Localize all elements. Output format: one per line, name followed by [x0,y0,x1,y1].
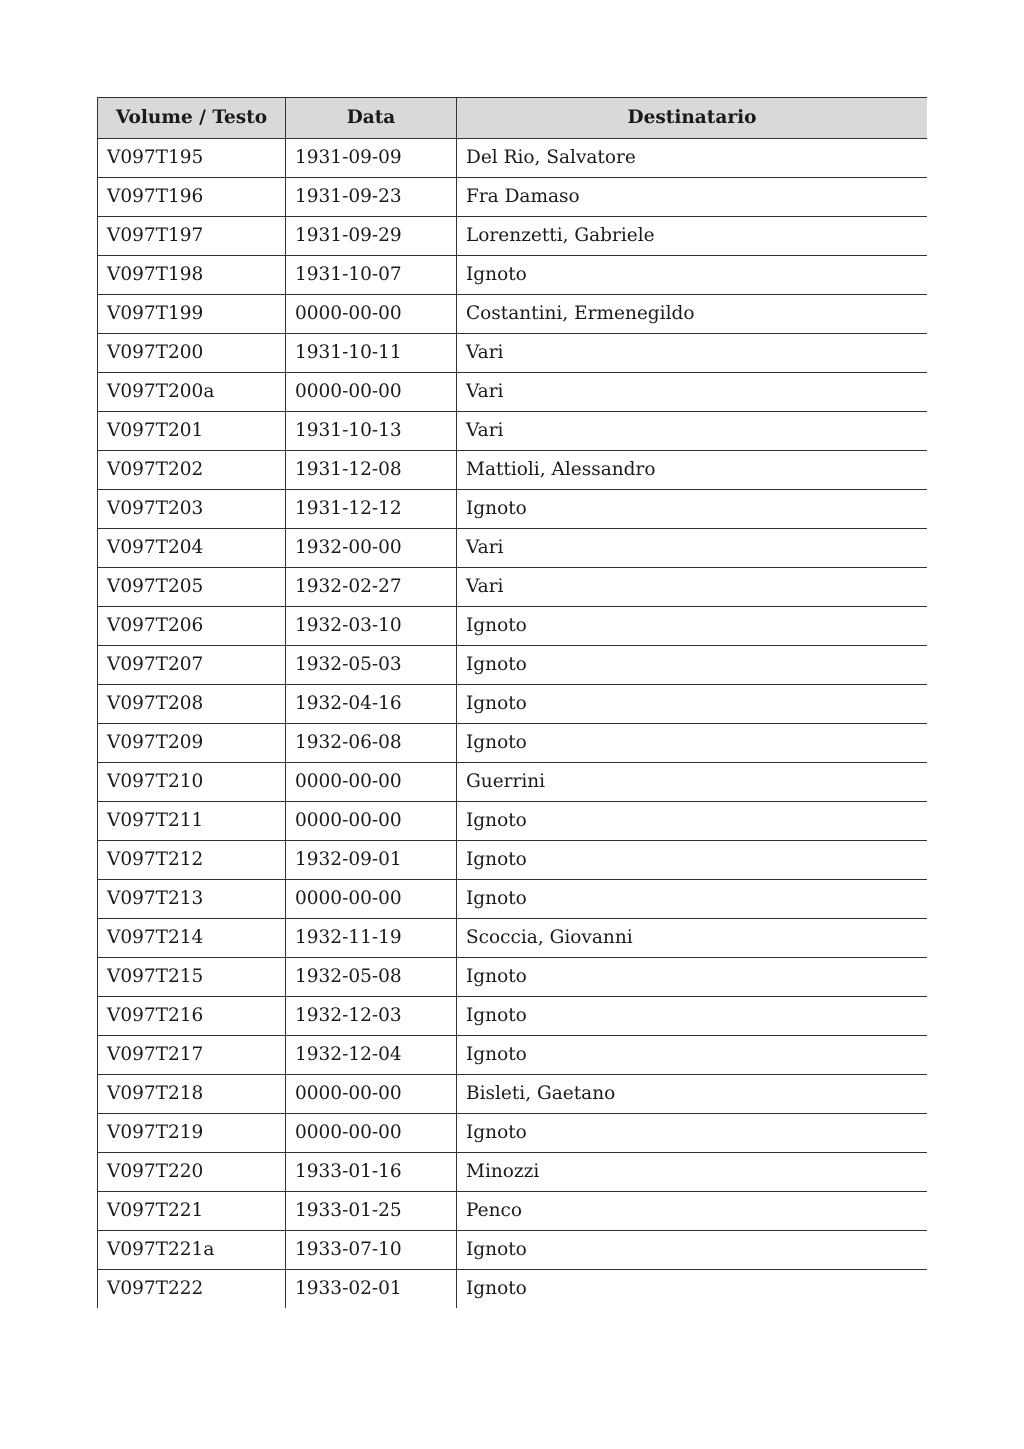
table-row [98,568,928,607]
cell-volume-testo: V097T215 [98,958,286,997]
table-row [98,646,928,685]
cell-data: 0000-00-00 [286,802,457,841]
cell-volume-testo: V097T206 [98,607,286,646]
cell-volume-testo: V097T208 [98,685,286,724]
cell-destinatario: Penco [457,1192,928,1231]
cell-data: 0000-00-00 [286,1114,457,1153]
cell-destinatario: Ignoto [457,1231,928,1270]
table-row [98,256,928,295]
cell-volume-testo: V097T216 [98,997,286,1036]
cell-volume-testo: V097T221a [98,1231,286,1270]
cell-destinatario: Vari [457,568,928,607]
cell-destinatario: Ignoto [457,802,928,841]
cell-data: 1932-12-03 [286,997,457,1036]
table-row [98,958,928,997]
cell-destinatario: Mattioli, Alessandro [457,451,928,490]
cell-data: 1932-04-16 [286,685,457,724]
cell-data: 0000-00-00 [286,373,457,412]
header-data: Data [286,98,457,139]
cell-data: 1932-03-10 [286,607,457,646]
cell-volume-testo: V097T207 [98,646,286,685]
cell-volume-testo: V097T204 [98,529,286,568]
table-row [98,880,928,919]
letters-table-container [97,97,927,1312]
table-row [98,139,928,178]
table-header [98,98,928,139]
table-row [98,802,928,841]
table-row [98,490,928,529]
cell-volume-testo: V097T221 [98,1192,286,1231]
table-row [98,529,928,568]
cell-data: 1931-09-23 [286,178,457,217]
cell-data: 1932-02-27 [286,568,457,607]
cell-data: 1932-00-00 [286,529,457,568]
cell-destinatario: Ignoto [457,256,928,295]
cell-data: 1932-12-04 [286,1036,457,1075]
table-row [98,763,928,802]
cell-data: 1933-07-10 [286,1231,457,1270]
cell-destinatario: Ignoto [457,841,928,880]
table-row [98,724,928,763]
table-row [98,607,928,646]
cell-volume-testo: V097T219 [98,1114,286,1153]
cell-destinatario: Fra Damaso [457,178,928,217]
header-volume-testo: Volume / Testo [98,98,286,139]
cell-destinatario: Ignoto [457,958,928,997]
cell-volume-testo: V097T196 [98,178,286,217]
letters-table [97,97,927,1308]
cell-destinatario: Ignoto [457,1114,928,1153]
table-row [98,1270,928,1309]
cell-volume-testo: V097T201 [98,412,286,451]
cell-data: 1932-05-03 [286,646,457,685]
cell-destinatario: Guerrini [457,763,928,802]
cell-data: 1931-10-07 [286,256,457,295]
cell-data: 0000-00-00 [286,763,457,802]
table-row [98,412,928,451]
table-row [98,451,928,490]
cell-volume-testo: V097T220 [98,1153,286,1192]
table-row [98,1036,928,1075]
cell-data: 0000-00-00 [286,880,457,919]
table-row [98,373,928,412]
cell-destinatario: Ignoto [457,997,928,1036]
cell-destinatario: Ignoto [457,646,928,685]
table-row [98,334,928,373]
cell-destinatario: Ignoto [457,724,928,763]
cell-volume-testo: V097T209 [98,724,286,763]
cell-volume-testo: V097T200 [98,334,286,373]
cell-destinatario: Ignoto [457,490,928,529]
cell-data: 1932-05-08 [286,958,457,997]
cell-destinatario: Vari [457,373,928,412]
cell-volume-testo: V097T199 [98,295,286,334]
table-row [98,217,928,256]
cell-data: 1931-12-08 [286,451,457,490]
cell-volume-testo: V097T205 [98,568,286,607]
cell-data: 1931-10-11 [286,334,457,373]
cell-destinatario: Scoccia, Giovanni [457,919,928,958]
cell-data: 1932-09-01 [286,841,457,880]
table-row [98,1192,928,1231]
cell-data: 0000-00-00 [286,295,457,334]
cell-destinatario: Lorenzetti, Gabriele [457,217,928,256]
cell-volume-testo: V097T198 [98,256,286,295]
cell-destinatario: Bisleti, Gaetano [457,1075,928,1114]
table-row [98,1153,928,1192]
cell-data: 1931-10-13 [286,412,457,451]
table-row [98,1114,928,1153]
cell-destinatario: Vari [457,412,928,451]
cell-volume-testo: V097T211 [98,802,286,841]
cell-volume-testo: V097T213 [98,880,286,919]
table-row [98,841,928,880]
cell-data: 1931-09-09 [286,139,457,178]
header-row [98,98,928,139]
cell-data: 1933-01-25 [286,1192,457,1231]
cell-volume-testo: V097T214 [98,919,286,958]
cell-data: 1933-01-16 [286,1153,457,1192]
table-row [98,1075,928,1114]
cell-destinatario: Ignoto [457,607,928,646]
cell-volume-testo: V097T203 [98,490,286,529]
cell-destinatario: Ignoto [457,1036,928,1075]
cell-volume-testo: V097T202 [98,451,286,490]
cell-volume-testo: V097T195 [98,139,286,178]
header-destinatario: Destinatario [457,98,928,139]
cell-volume-testo: V097T210 [98,763,286,802]
cell-data: 1933-02-01 [286,1270,457,1309]
cell-volume-testo: V097T222 [98,1270,286,1309]
cell-destinatario: Ignoto [457,880,928,919]
cell-destinatario: Vari [457,334,928,373]
cell-data: 1932-06-08 [286,724,457,763]
cell-destinatario: Minozzi [457,1153,928,1192]
cell-volume-testo: V097T218 [98,1075,286,1114]
table-row [98,997,928,1036]
table-row [98,178,928,217]
table-row [98,685,928,724]
table-row [98,1231,928,1270]
table-row [98,919,928,958]
cell-volume-testo: V097T197 [98,217,286,256]
cell-destinatario: Ignoto [457,685,928,724]
cell-destinatario: Ignoto [457,1270,928,1309]
cell-data: 1931-09-29 [286,217,457,256]
cell-destinatario: Vari [457,529,928,568]
cell-data: 1931-12-12 [286,490,457,529]
cell-volume-testo: V097T212 [98,841,286,880]
cell-volume-testo: V097T200a [98,373,286,412]
cell-data: 0000-00-00 [286,1075,457,1114]
cell-data: 1932-11-19 [286,919,457,958]
cell-volume-testo: V097T217 [98,1036,286,1075]
cell-destinatario: Del Rio, Salvatore [457,139,928,178]
cell-destinatario: Costantini, Ermenegildo [457,295,928,334]
table-body [98,139,928,1309]
table-row [98,295,928,334]
